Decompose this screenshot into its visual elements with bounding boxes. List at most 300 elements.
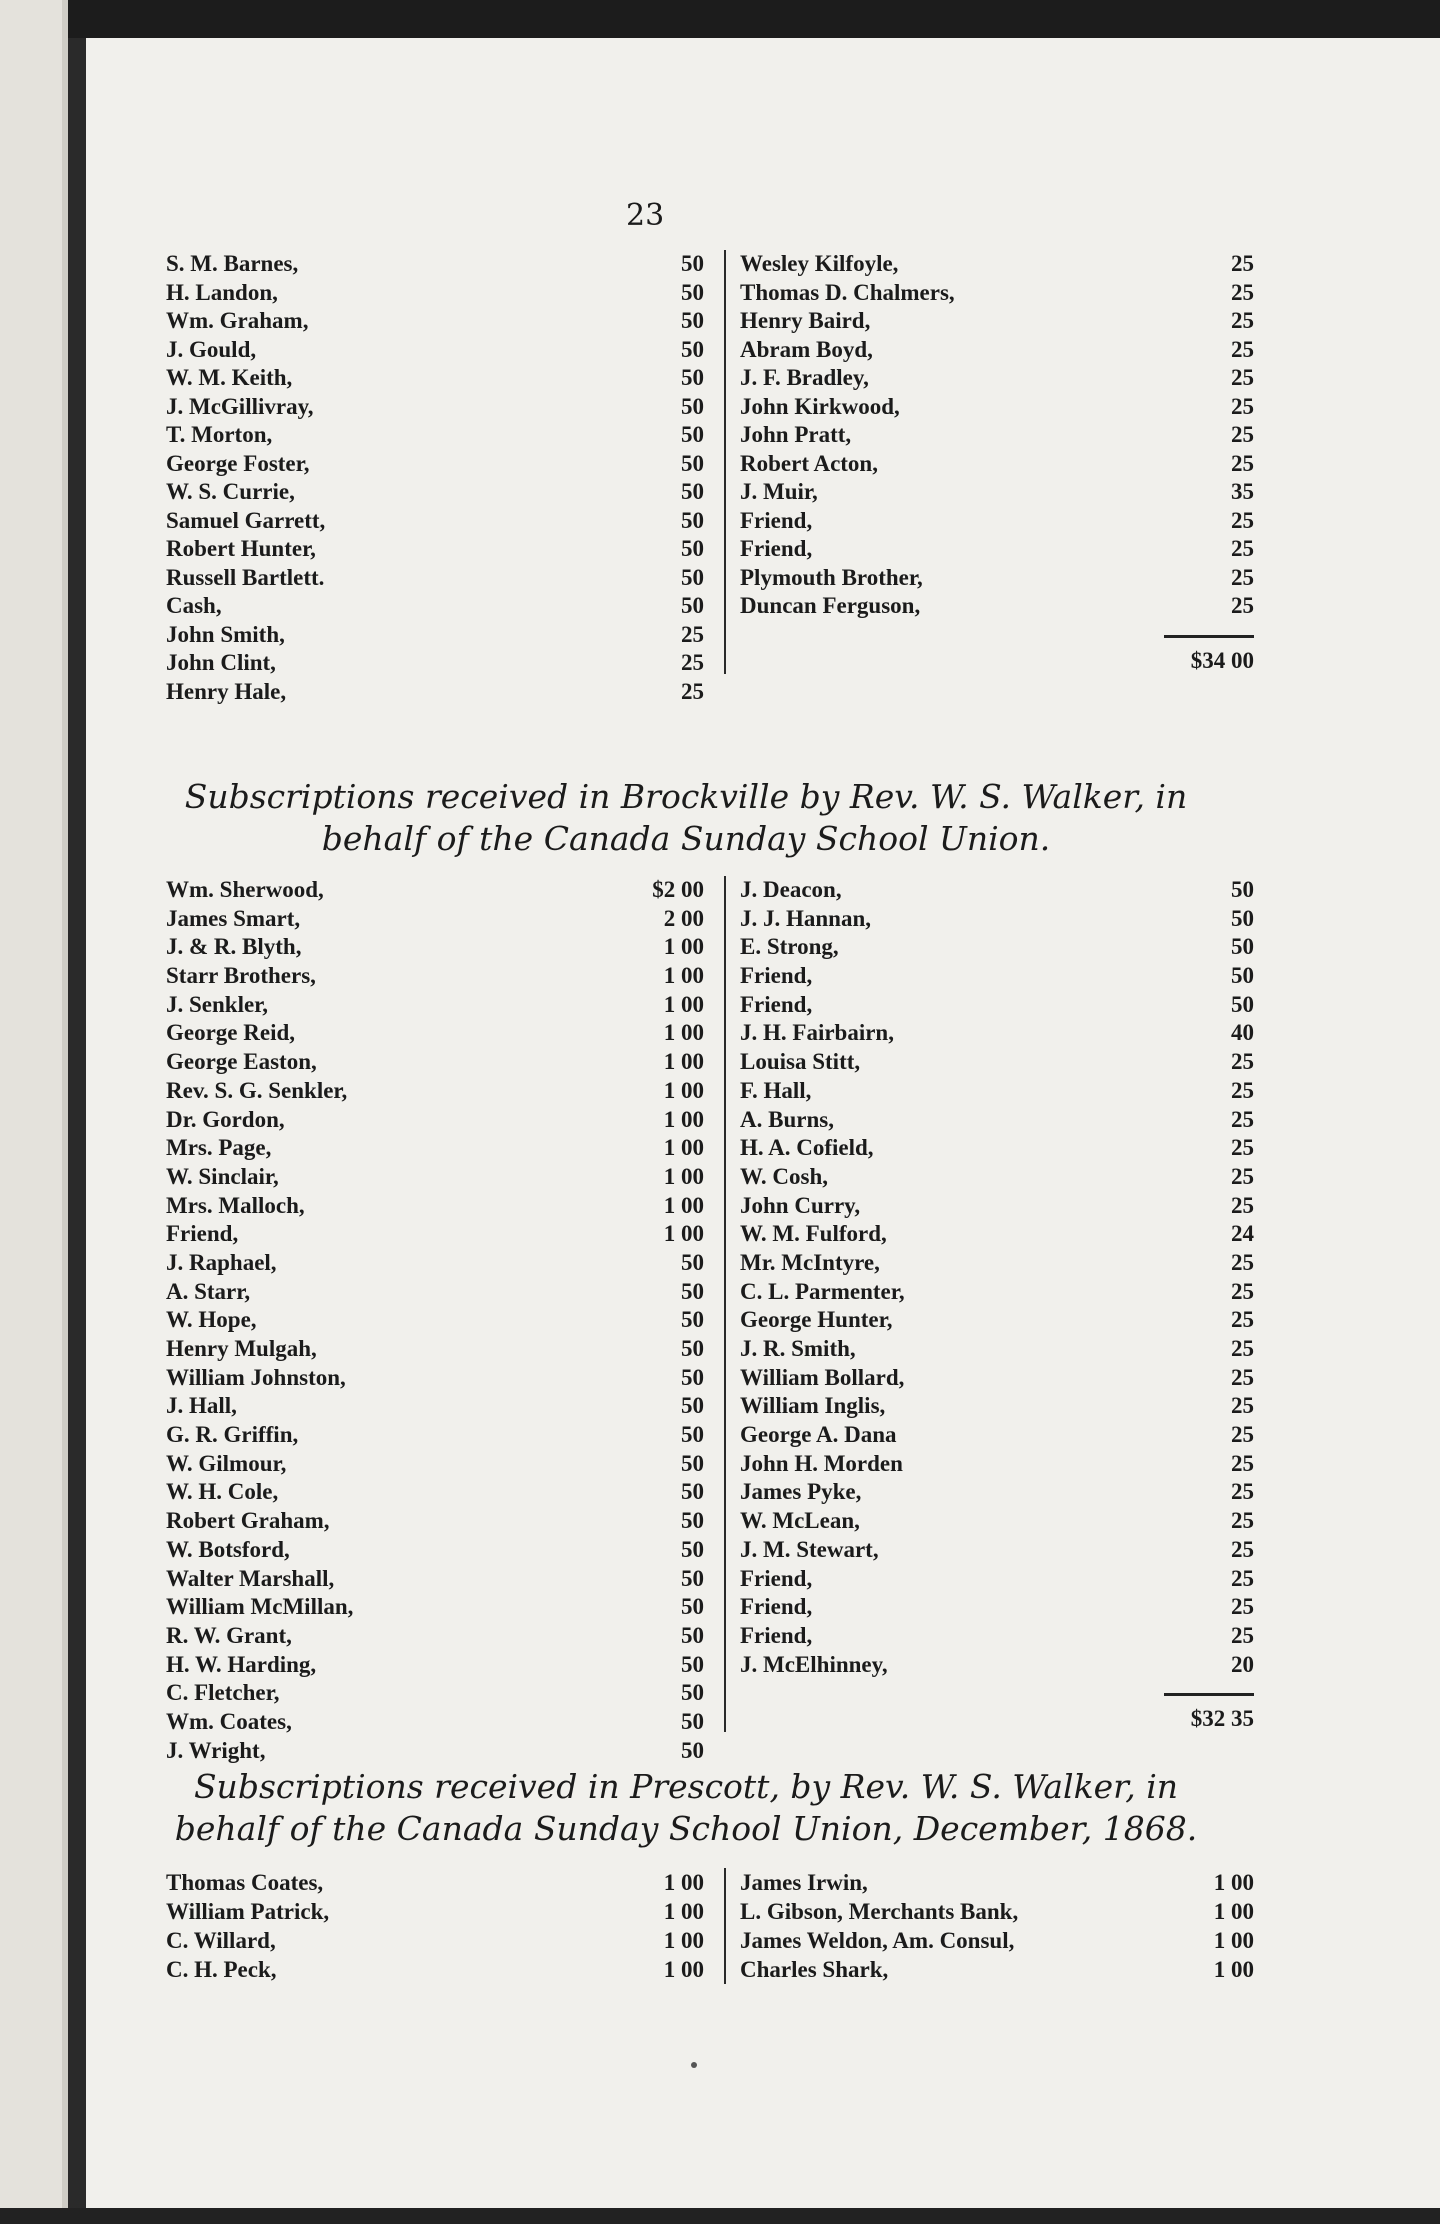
subscriber-name: W. H. Cole,: [166, 1479, 279, 1505]
subscription-amount: 50: [681, 251, 704, 276]
subscriber-name: Dr. Gordon,: [166, 1106, 285, 1132]
subscriber-name: Charles Shark,: [740, 1957, 889, 1982]
subscription-amount: 50: [681, 1422, 704, 1448]
subscription-row: [740, 1077, 1254, 1106]
subscription-amount: 50: [681, 393, 704, 419]
subscription-amount: 25: [1231, 1594, 1254, 1620]
subscription-amount: 1 00: [663, 1957, 704, 1982]
subscription-amount: 50: [681, 336, 704, 362]
subscription-amount: 1 00: [663, 963, 704, 989]
subscriber-name: W. Cosh,: [740, 1163, 828, 1189]
subscription-amount: 20: [1231, 1651, 1254, 1677]
subscriber-name: Rev. S. G. Senkler,: [166, 1077, 348, 1103]
subscriber-name: J. Raphael,: [166, 1249, 277, 1275]
subscription-row: [740, 1278, 1254, 1307]
subscriber-name: Henry Hale,: [166, 678, 287, 704]
subscription-amount: 1 00: [663, 1192, 704, 1218]
subscriber-name: J. & R. Blyth,: [166, 934, 302, 960]
subscriber-name: J. M. Stewart,: [740, 1536, 879, 1562]
subscription-amount: 50: [681, 450, 704, 476]
subscription-amount: 35: [1231, 479, 1254, 504]
subscription-amount: 1 00: [663, 1870, 704, 1895]
subscription-row: [166, 649, 704, 678]
section-1-right-column: [724, 250, 1254, 674]
subscription-row: [166, 621, 704, 650]
subscriber-name: Friend,: [166, 1221, 239, 1247]
subscriber-name: Abram Boyd,: [740, 336, 873, 362]
subscriber-name: Wm. Graham,: [166, 308, 309, 333]
subscription-row: [166, 1192, 704, 1221]
subscription-row: [740, 1019, 1254, 1048]
subscription-amount: 25: [1231, 336, 1254, 362]
subscription-row: [166, 1507, 704, 1536]
subscription-amount: 50: [681, 1249, 704, 1275]
subscription-row: [740, 1926, 1254, 1955]
subscription-amount: 50: [681, 536, 704, 561]
subscription-row: [740, 962, 1254, 991]
subscription-row: [740, 1335, 1254, 1364]
subscriber-name: James Weldon, Am. Consul,: [740, 1928, 1015, 1953]
subscription-amount: 25: [1231, 365, 1254, 390]
subscriber-name: Robert Graham,: [166, 1508, 330, 1534]
subscriber-name: Wm. Coates,: [166, 1708, 292, 1734]
scan-border-bottom: [0, 2208, 1440, 2224]
subscriber-name: James Irwin,: [740, 1870, 868, 1895]
subscription-row: [166, 1897, 704, 1926]
subscription-amount: 25: [1231, 1077, 1254, 1103]
subscription-row: [166, 507, 704, 536]
subscription-amount: 25: [1231, 536, 1254, 561]
subscription-amount: 50: [681, 1680, 704, 1706]
section-total-amount: $32 35: [1164, 1693, 1254, 1732]
subscriber-name: John Pratt,: [740, 422, 852, 447]
subscription-amount: 25: [1231, 1135, 1254, 1161]
subscriber-name: Cash,: [166, 593, 222, 618]
subscription-amount: 25: [1231, 1536, 1254, 1562]
subscriber-name: A. Burns,: [740, 1106, 834, 1132]
subscription-row: [166, 933, 704, 962]
subscriber-name: Duncan Ferguson,: [740, 593, 921, 618]
subscriber-name: William Patrick,: [166, 1899, 330, 1924]
subscription-row: [166, 1565, 704, 1594]
subscriber-name: John Curry,: [740, 1192, 861, 1218]
subscription-row: [166, 564, 704, 593]
subscription-amount: 50: [681, 479, 704, 504]
subscription-amount: 25: [1231, 564, 1254, 590]
subscriber-name: William Bollard,: [740, 1364, 905, 1390]
subscription-row: [740, 250, 1254, 279]
subscription-row: [166, 250, 704, 279]
subscription-amount: 25: [1231, 1508, 1254, 1534]
subscriber-name: Henry Mulgah,: [166, 1336, 317, 1361]
section-total-amount: $34 00: [1164, 635, 1254, 674]
subscriber-name: Friend,: [740, 1594, 813, 1620]
subscription-row: [740, 307, 1254, 336]
subscriber-name: Friend,: [740, 507, 813, 533]
subscription-amount: 50: [681, 1307, 704, 1333]
subscription-amount: 1 00: [1213, 1899, 1254, 1924]
subscription-amount: 50: [681, 564, 704, 590]
subscription-amount: 1 00: [663, 1020, 704, 1046]
subscriber-name: E. Strong,: [740, 934, 839, 960]
subscription-row: [740, 1364, 1254, 1393]
subscriber-name: J. Wright,: [166, 1737, 266, 1763]
subscriber-name: G. R. Griffin,: [166, 1422, 299, 1448]
subscriber-name: George Foster,: [166, 450, 310, 476]
subscriber-name: W. Botsford,: [166, 1536, 290, 1562]
subscription-amount: 50: [681, 365, 704, 390]
subscriber-name: James Pyke,: [740, 1479, 862, 1505]
subscription-row: [740, 592, 1254, 621]
subscription-row: [740, 564, 1254, 593]
subscription-row: [740, 1421, 1254, 1450]
subscriber-name: C. Willard,: [166, 1928, 276, 1953]
subscriber-name: A. Starr,: [166, 1278, 251, 1304]
subscriber-name: Wesley Kilfoyle,: [740, 251, 899, 276]
subscription-amount: 25: [1231, 393, 1254, 419]
subscription-amount: 1 00: [663, 1221, 704, 1247]
subscription-row: [740, 535, 1254, 564]
section-total: [740, 1693, 1254, 1732]
subscription-row: [740, 1536, 1254, 1565]
subscription-row: [740, 393, 1254, 422]
subscription-row: [166, 1077, 704, 1106]
subscription-row: [166, 1708, 704, 1737]
subscription-amount: 25: [1231, 1479, 1254, 1505]
subscriber-name: Friend,: [740, 536, 813, 561]
subscription-row: [166, 1134, 704, 1163]
subscription-amount: 1 00: [663, 1928, 704, 1953]
subscriber-name: T. Morton,: [166, 422, 273, 447]
subscription-row: [166, 1106, 704, 1135]
subscription-row: [166, 1478, 704, 1507]
subscription-row: [166, 1926, 704, 1955]
subscription-amount: 50: [681, 308, 704, 333]
subscription-amount: 50: [1231, 991, 1254, 1017]
subscriber-name: H. A. Cofield,: [740, 1135, 874, 1161]
subscription-row: [166, 905, 704, 934]
subscription-amount: 25: [1231, 422, 1254, 447]
subscriber-name: H. Landon,: [166, 279, 278, 305]
subscriber-name: Wm. Sherwood,: [166, 877, 324, 902]
subscription-row: [166, 1278, 704, 1307]
subscription-amount: 1 00: [1213, 1928, 1254, 1953]
section-2-heading: Subscriptions received in Brockville by Rev. W. S. Walker, in behalf of the Canada Sunday School Union.: [184, 777, 1188, 858]
subscription-amount: 2 00: [663, 905, 704, 931]
subscriber-name: L. Gibson, Merchants Bank,: [740, 1899, 1019, 1924]
section-1-left-column: [166, 250, 704, 706]
subscriber-name: W. S. Currie,: [166, 479, 295, 504]
subscription-row: [740, 1392, 1254, 1421]
subscriber-name: John Kirkwood,: [740, 393, 900, 419]
subscription-row: [740, 1134, 1254, 1163]
subscriber-name: W. M. Keith,: [166, 365, 293, 390]
subscriber-name: Starr Brothers,: [166, 963, 316, 989]
section-total: [740, 635, 1254, 674]
subscription-row: [740, 1897, 1254, 1926]
subscription-amount: 25: [1231, 1106, 1254, 1132]
subscription-row: [166, 421, 704, 450]
subscription-amount: 1 00: [663, 1077, 704, 1103]
subscriber-name: W. Gilmour,: [166, 1450, 287, 1476]
subscription-amount: 25: [1231, 308, 1254, 333]
subscription-amount: 50: [681, 1393, 704, 1419]
subscriber-name: J. Senkler,: [166, 991, 269, 1017]
subscriber-name: George A. Dana: [740, 1422, 897, 1448]
subscription-amount: 50: [681, 593, 704, 618]
subscription-amount: 1 00: [663, 1163, 704, 1189]
subscription-row: [740, 1220, 1254, 1249]
subscriber-name: Mr. McIntyre,: [740, 1249, 880, 1275]
subscriber-name: J. Deacon,: [740, 877, 842, 902]
subscription-amount: 25: [1231, 1049, 1254, 1075]
print-speck: [691, 2062, 697, 2068]
subscriber-name: Robert Hunter,: [166, 536, 316, 561]
subscription-amount: 50: [1231, 934, 1254, 960]
subscription-amount: 25: [681, 621, 704, 647]
subscription-row: [740, 1868, 1254, 1897]
subscription-amount: 1 00: [1213, 1957, 1254, 1982]
subscriber-name: Friend,: [740, 991, 813, 1017]
subscription-row: [166, 1163, 704, 1192]
subscription-amount: 50: [681, 1278, 704, 1304]
subscription-amount: 1 00: [663, 1106, 704, 1132]
subscription-amount: 1 00: [663, 1135, 704, 1161]
subscription-amount: 25: [1231, 450, 1254, 476]
section-2-left-column: [166, 876, 704, 1765]
subscription-amount: 25: [1231, 1393, 1254, 1419]
subscription-amount: 25: [1231, 1336, 1254, 1361]
subscription-amount: 50: [681, 1594, 704, 1620]
subscription-amount: 50: [681, 1450, 704, 1476]
subscription-row: [740, 507, 1254, 536]
scan-border-left: [0, 0, 68, 2224]
subscription-amount: 25: [1231, 251, 1254, 276]
subscriber-name: J. Gould,: [166, 336, 257, 362]
subscription-row: [740, 1955, 1254, 1984]
subscription-amount: 25: [1231, 1307, 1254, 1333]
subscription-row: [740, 933, 1254, 962]
subscription-amount: 1 00: [1213, 1870, 1254, 1895]
subscriber-name: William McMillan,: [166, 1594, 354, 1620]
subscription-row: [166, 1392, 704, 1421]
subscriber-name: George Hunter,: [740, 1307, 893, 1333]
subscription-row: [166, 1019, 704, 1048]
subscription-row: [740, 279, 1254, 308]
subscription-amount: $2 00: [652, 877, 704, 902]
subscription-row: [740, 1622, 1254, 1651]
subscriber-name: James Smart,: [166, 905, 301, 931]
subscription-row: [740, 450, 1254, 479]
subscription-row: [166, 1335, 704, 1364]
subscription-amount: 50: [1231, 877, 1254, 902]
subscriber-name: F. Hall,: [740, 1077, 812, 1103]
subscription-row: [166, 1306, 704, 1335]
subscription-row: [740, 1651, 1254, 1680]
subscription-amount: 50: [681, 1479, 704, 1505]
subscriber-name: H. W. Harding,: [166, 1651, 317, 1677]
subscription-row: [740, 1249, 1254, 1278]
subscriber-name: W. Sinclair,: [166, 1163, 279, 1189]
section-3-left-column: [166, 1868, 704, 1984]
section-2-right-column: [724, 876, 1254, 1732]
subscription-amount: 25: [1231, 1565, 1254, 1591]
subscription-amount: 40: [1231, 1020, 1254, 1046]
subscriber-name: J. McElhinney,: [740, 1651, 888, 1677]
subscription-row: [740, 1106, 1254, 1135]
subscriber-name: W. McLean,: [740, 1508, 860, 1534]
subscription-amount: 50: [681, 1536, 704, 1562]
subscription-amount: 50: [681, 1622, 704, 1648]
subscription-row: [740, 1192, 1254, 1221]
subscription-row: [740, 1478, 1254, 1507]
subscription-row: [166, 1421, 704, 1450]
subscription-amount: 50: [681, 1565, 704, 1591]
subscription-amount: 25: [1231, 1450, 1254, 1476]
subscription-row: [740, 905, 1254, 934]
subscription-row: [166, 962, 704, 991]
subscription-row: [166, 876, 704, 905]
subscriber-name: Russell Bartlett.: [166, 564, 325, 590]
subscription-amount: 25: [1231, 593, 1254, 618]
subscriber-name: George Easton,: [166, 1049, 317, 1075]
document-page: [86, 38, 1440, 2208]
subscription-amount: 50: [681, 1364, 704, 1390]
subscription-row: [740, 876, 1254, 905]
subscriber-name: Walter Marshall,: [166, 1565, 335, 1591]
subscriber-name: R. W. Grant,: [166, 1622, 292, 1648]
subscription-row: [740, 1507, 1254, 1536]
subscription-row: [166, 1220, 704, 1249]
subscription-row: [166, 1048, 704, 1077]
subscription-row: [740, 1306, 1254, 1335]
subscription-amount: 50: [681, 1336, 704, 1361]
section-3-heading: Subscriptions received in Prescott, by Rev. W. S. Walker, in behalf of the Canada Sunday School Union, December, 1868.: [174, 1767, 1198, 1848]
subscriber-name: J. Muir,: [740, 479, 818, 504]
subscription-amount: 50: [681, 279, 704, 305]
subscription-row: [166, 592, 704, 621]
subscriber-name: George Reid,: [166, 1020, 296, 1046]
subscription-row: [166, 1737, 704, 1766]
subscription-row: [740, 1450, 1254, 1479]
subscription-row: [166, 991, 704, 1020]
subscriber-name: C. H. Peck,: [166, 1957, 277, 1982]
subscriber-name: J. J. Hannan,: [740, 905, 872, 931]
subscription-row: [740, 1565, 1254, 1594]
subscription-amount: 25: [681, 650, 704, 675]
subscriber-name: J. F. Bradley,: [740, 365, 869, 390]
subscription-row: [166, 307, 704, 336]
subscription-amount: 50: [1231, 905, 1254, 931]
subscription-row: [166, 450, 704, 479]
subscriber-name: Thomas Coates,: [166, 1870, 324, 1895]
subscriber-name: John Clint,: [166, 650, 276, 675]
subscription-amount: 25: [1231, 1364, 1254, 1390]
subscriber-name: John H. Morden: [740, 1450, 903, 1476]
subscription-amount: 1 00: [663, 1049, 704, 1075]
subscription-row: [740, 991, 1254, 1020]
subscription-amount: 50: [1231, 963, 1254, 989]
subscriber-name: J. Hall,: [166, 1393, 237, 1419]
subscription-amount: 1 00: [663, 934, 704, 960]
subscriber-name: William Johnston,: [166, 1364, 346, 1390]
subscription-amount: 24: [1231, 1221, 1254, 1247]
subscriber-name: S. M. Barnes,: [166, 251, 299, 276]
subscription-amount: 50: [681, 1708, 704, 1734]
subscription-row: [166, 336, 704, 365]
subscription-amount: 1 00: [663, 991, 704, 1017]
subscriber-name: Robert Acton,: [740, 450, 878, 476]
subscriber-name: C. L. Parmenter,: [740, 1278, 905, 1304]
subscription-row: [166, 1679, 704, 1708]
subscription-amount: 25: [1231, 507, 1254, 533]
section-3-right-column: [724, 1868, 1254, 1984]
subscription-row: [166, 279, 704, 308]
subscriber-name: J. R. Smith,: [740, 1336, 856, 1361]
subscription-row: [166, 1450, 704, 1479]
subscription-amount: 50: [681, 1651, 704, 1677]
subscriber-name: Plymouth Brother,: [740, 564, 923, 590]
scan-border-top: [0, 0, 1440, 38]
subscription-row: [166, 1593, 704, 1622]
subscription-amount: 25: [1231, 1278, 1254, 1304]
subscription-row: [740, 478, 1254, 507]
subscriber-name: Mrs. Page,: [166, 1135, 272, 1161]
subscriber-name: W. Hope,: [166, 1307, 257, 1333]
subscriber-name: J. McGillivray,: [166, 393, 314, 419]
subscriber-name: Henry Baird,: [740, 308, 871, 333]
subscriber-name: J. H. Fairbairn,: [740, 1020, 894, 1046]
subscription-row: [166, 535, 704, 564]
subscriber-name: Mrs. Malloch,: [166, 1192, 305, 1218]
subscriber-name: John Smith,: [166, 621, 285, 647]
subscription-row: [166, 1868, 704, 1897]
subscription-amount: 50: [681, 1508, 704, 1534]
subscription-row: [166, 1536, 704, 1565]
subscription-amount: 25: [1231, 1422, 1254, 1448]
subscription-row: [740, 1048, 1254, 1077]
subscription-amount: 1 00: [663, 1899, 704, 1924]
subscription-amount: 25: [681, 678, 704, 704]
subscription-row: [740, 1163, 1254, 1192]
subscriber-name: Friend,: [740, 1622, 813, 1648]
subscription-row: [166, 678, 704, 707]
subscriber-name: Samuel Garrett,: [166, 507, 326, 533]
subscriber-name: Louisa Stitt,: [740, 1049, 861, 1075]
subscriber-name: William Inglis,: [740, 1393, 886, 1419]
subscription-row: [166, 1651, 704, 1680]
subscription-row: [740, 1593, 1254, 1622]
subscription-amount: 25: [1231, 1249, 1254, 1275]
subscription-amount: 50: [681, 507, 704, 533]
subscription-amount: 50: [681, 1737, 704, 1763]
subscription-row: [740, 364, 1254, 393]
subscription-amount: 25: [1231, 1622, 1254, 1648]
subscription-amount: 25: [1231, 1192, 1254, 1218]
subscriber-name: C. Fletcher,: [166, 1680, 280, 1706]
subscription-amount: 25: [1231, 1163, 1254, 1189]
subscription-row: [166, 1622, 704, 1651]
subscription-row: [166, 1955, 704, 1984]
subscriber-name: Friend,: [740, 963, 813, 989]
subscription-row: [740, 421, 1254, 450]
subscription-amount: 50: [681, 422, 704, 447]
subscription-row: [166, 478, 704, 507]
subscription-row: [166, 1364, 704, 1393]
subscription-row: [740, 336, 1254, 365]
subscriber-name: Thomas D. Chalmers,: [740, 279, 955, 305]
subscription-row: [166, 1249, 704, 1278]
